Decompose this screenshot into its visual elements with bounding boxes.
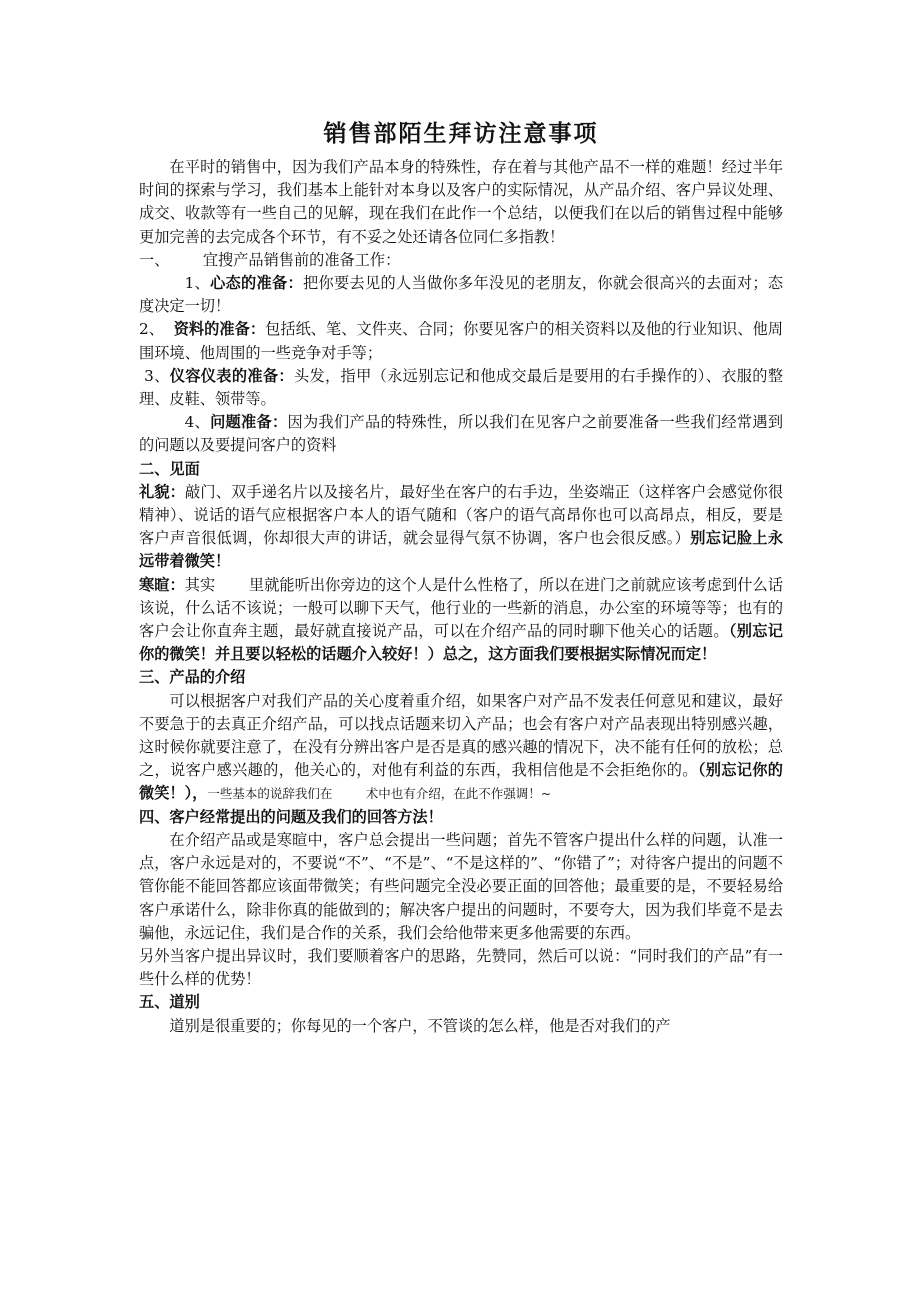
section3-small-a: 一些基本的说辞我们在 xyxy=(207,786,333,802)
greeting-label: 寒暄： xyxy=(139,575,185,594)
section1-item2 xyxy=(139,318,783,364)
item4-number: 4、 xyxy=(184,413,211,432)
document-title: 销售部陌生拜访注意事项 xyxy=(323,120,599,147)
section1-item3 xyxy=(139,365,783,411)
item4-label: 问题准备： xyxy=(210,413,288,432)
section3-heading: 三、产品的介绍 xyxy=(139,668,246,687)
greeting-text-a: 其实 xyxy=(184,575,216,594)
item2-number: 2、 xyxy=(139,320,164,339)
greeting-bold-end: （别忘记你的微笑！并且要以轻松的话题介入较好！）总之，这方面我们要根据实际情况而定！ xyxy=(139,622,783,664)
section2-greeting xyxy=(139,574,783,667)
item1-text: 把你要去见的人当做你多年没见的老朋友，你就会很高兴的去面对；态度决定一切！ xyxy=(139,274,784,316)
section2-courtesy xyxy=(139,481,783,574)
section5-heading: 五、道别 xyxy=(139,993,200,1012)
section3-text: 可以根据客户对我们产品的关心度着重介绍，如果客户对产品不发表任何意见和建议，最好不要急于的去真正介绍产品，可以找点话题来切入产品；也会有客户对产品表现出特别感兴趣，这时候你就要注意了，在没有分辨出客户是否是真的感兴趣的情况下，决不能有任何的放松；总之，说客户感兴趣的，他关心的，对他有利益的东西，我相信他是不会拒绝你的。 xyxy=(139,691,783,780)
item3-label: 仪容仪表的准备： xyxy=(169,366,294,385)
section1-heading xyxy=(139,249,783,272)
courtesy-bold-end: 别忘记脸上永远带着微笑！ xyxy=(139,529,784,571)
section5-paragraph: 道别是很重要的；你每见的一个客户，不管谈的怎么样，他是否对我们的产 xyxy=(169,1016,671,1035)
courtesy-text: 敲门、双手递名片以及接名片，最好坐在客户的右手边，坐姿端正（这样客户会感觉你很精神）、说话的语气应根据客户本人的语气随和（客户的语气高昂你也可以高昂点，相反，要是客户声音很低调，你却很大声的讲话，就会显得气氛不协调，客户也会很反感。） xyxy=(139,482,784,548)
section1-heading-text: 宜搜产品销售前的准备工作： xyxy=(202,250,401,269)
item3-text: 头发，指甲（永远别忘记和他成交最后是要用的右手操作的）、衣服的整理、皮鞋、领带等。 xyxy=(139,366,784,409)
courtesy-label: 礼貌： xyxy=(139,482,186,501)
item4-text: 因为我们产品的特殊性，所以我们在见客户之前要准备一些我们经常遇到的问题以及要提问客户的资料 xyxy=(139,413,784,455)
section3-bold: （别忘记你的微笑！）， xyxy=(139,761,783,803)
section2-heading: 二、见面 xyxy=(139,459,200,478)
item3-number: 3、 xyxy=(144,366,170,385)
item1-label: 心态的准备： xyxy=(210,274,304,293)
section1-number: 一、 xyxy=(139,250,170,269)
document-page xyxy=(139,118,783,1038)
section4-paragraph1: 在介绍产品或是寒暄中，客户总会提出一些问题；首先不管客户提出什么样的问题，认准一点，客户永远是对的，不要说“不”、“不是”、“不是这样的”、“你错了”；对待客户提出的问题不管你能不能回答都应该面带微笑；有些问题完全没必要正面的回答他；最重要的是，不要轻易给客户承诺什么，除非你真的能做到的；解决客户提出的问题时，不要夸大，因为我们毕竟不是去骗他，永远记住，我们是合作的关系，我们会给他带来更多他需要的东西。 xyxy=(139,830,783,942)
item1-number: 1、 xyxy=(184,274,211,293)
item2-label: 资料的准备： xyxy=(173,320,266,339)
section3-paragraph xyxy=(139,690,783,806)
section1-item1 xyxy=(139,272,783,318)
section4-heading: 四、客户经常提出的问题及我们的回答方法！ xyxy=(139,807,443,826)
item2-text: 包括纸、笔、文件夹、合同；你要见客户的相关资料以及他的行业知识、他周围环境、他周围的一些竞争对手等； xyxy=(139,320,784,362)
intro-paragraph: 在平时的销售中，因为我们产品本身的特殊性，存在着与其他产品不一样的难题！经过半年时间的探索与学习，我们基本上能针对本身以及客户的实际情况，从产品介绍、客户异议处理、成交、收款等有一些自己的见解，现在我们在此作一个总结，以便我们在以后的销售过程中能够更加完善的去完成各个环节，有不妥之处还请各位同仁多指教！ xyxy=(139,158,783,246)
greeting-text-b: 里就能听出你旁边的这个人是什么性格了，所以在进门之前就应该考虑到什么话该说，什么话不该说；一般可以聊下天气，他行业的一些新的消息，办公室的环境等等；也有的客户会让你直奔主题，最好就直接说产品，可以在介绍产品的同时聊下他关心的话题。 xyxy=(139,575,784,641)
section4-paragraph2: 另外当客户提出异议时，我们要顺着客户的思路，先赞同，然后可以说：“同时我们的产品”有一些什么样的优势！ xyxy=(139,946,783,989)
section1-item4 xyxy=(139,411,783,457)
section3-small-b: 术中也有介绍，在此不作强调！~ xyxy=(365,786,552,802)
